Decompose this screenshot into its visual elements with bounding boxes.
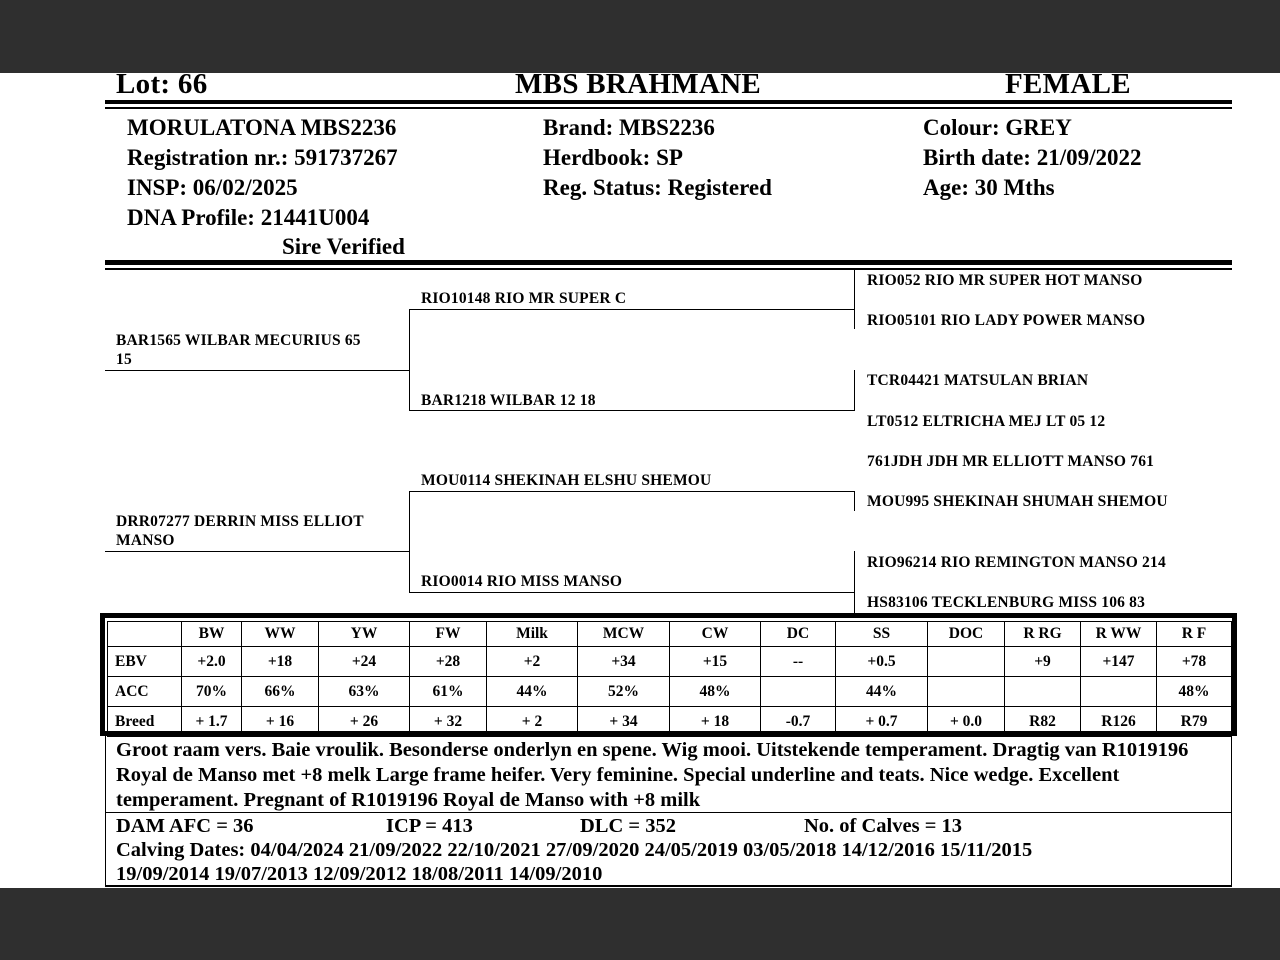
inspection-date: INSP: 06/02/2025 [127,175,298,200]
pedigree-ggp-2: RIO05101 RIO LADY POWER MANSO [867,312,1146,329]
pedigree-sire-dam: BAR1218 WILBAR 12 18 [421,392,596,409]
info-rule-thick [105,260,1232,265]
reg-status: Reg. Status: Registered [543,175,772,200]
breed-title: MBS BRAHMANE [515,68,762,100]
pedigree-ggp-1: RIO052 RIO MR SUPER HOT MANSO [867,272,1143,289]
pedigree-sire: BAR1565 WILBAR MECURIUS 65 15 [116,332,361,368]
pedigree-ggp-5: 761JDH JDH MR ELLIOTT MANSO 761 [867,453,1155,470]
calving-dates: Calving Dates: 04/04/2024 21/09/2022 22/10/2021 27/09/2020 24/05/2019 03/05/2018 14/12/2016 15/11/2015 [116,839,1033,861]
ebv-table [107,621,1232,737]
pedigree-ggp-4: LT0512 ELTRICHA MEJ LT 05 12 [867,413,1106,430]
lot-card [0,68,1280,888]
pedigree-dam-dam: RIO0014 RIO MISS MANSO [421,573,623,590]
birth-date: Birth date: 21/09/2022 [923,145,1142,170]
dam-no-of-calves: No. of Calves = 13 [804,815,963,837]
pedigree-ggp-8: HS83106 TECKLENBURG MISS 106 83 [867,594,1146,611]
sex-label: FEMALE [1005,68,1131,100]
brand: Brand: MBS2236 [543,115,715,140]
age: Age: 30 Mths [923,175,1055,200]
pedigree-dam-sire: MOU0114 SHEKINAH ELSHU SHEMOU [421,472,712,489]
header-rule-thick [105,100,1232,104]
dna-profile: DNA Profile: 21441U004 [127,205,370,230]
comment-text: Groot raam vers. Baie vroulik. Besonderse onderlyn en spene. Wig mooi. Uitstekende temperament. Dragtig van R1019196 Royal de Manso met +8 melk Large frame heifer. Very feminine. Special underline and teats. Nice wedge. Excellent temperament. Pregnant of R1019196 Royal de Manso with +8 milk [116,739,1189,811]
ebv-header-row: BW WW YW FW Milk MCW CW DC SS DOC R RG R WW R F [108,622,1232,647]
animal-name: MORULATONA MBS2236 [127,115,397,140]
dam-afc: DAM AFC = 36 [116,815,254,837]
lot-number: Lot: 66 [116,68,208,100]
table-row: EBV +2.0 +18 +24 +28 +2 +34 +15 -- +0.5 +9 +147 +78 [108,647,1232,677]
colour: Colour: GREY [923,115,1072,140]
header-rule-thin [105,107,1232,109]
dam-icp: ICP = 413 [386,815,473,837]
notes-divider [105,812,1232,813]
pedigree-ggp-6: MOU995 SHEKINAH SHUMAH SHEMOU [867,493,1168,510]
table-row: ACC 70% 66% 63% 61% 44% 52% 48% 44% 48% [108,677,1232,707]
info-rule-thin [105,268,1232,270]
pedigree-ggp-7: RIO96214 RIO REMINGTON MANSO 214 [867,554,1166,571]
table-row: Breed + 1.7 + 16 + 26 + 32 + 2 + 34 + 18 -0.7 + 0.7 + 0.0 R82 R126 R79 [108,707,1232,737]
pedigree-ggp-3: TCR04421 MATSULAN BRIAN [867,372,1089,389]
pedigree-dam: DRR07277 DERRIN MISS ELLIOT MANSO [116,513,364,549]
calving-dates-continued: 19/09/2014 19/07/2013 12/09/2012 18/08/2011 14/09/2010 [116,863,603,885]
dam-dlc: DLC = 352 [580,815,676,837]
pedigree-sire-sire: RIO10148 RIO MR SUPER C [421,290,627,307]
herdbook: Herdbook: SP [543,145,683,170]
sire-verified: Sire Verified [282,234,405,259]
registration-number: Registration nr.: 591737267 [127,145,398,170]
